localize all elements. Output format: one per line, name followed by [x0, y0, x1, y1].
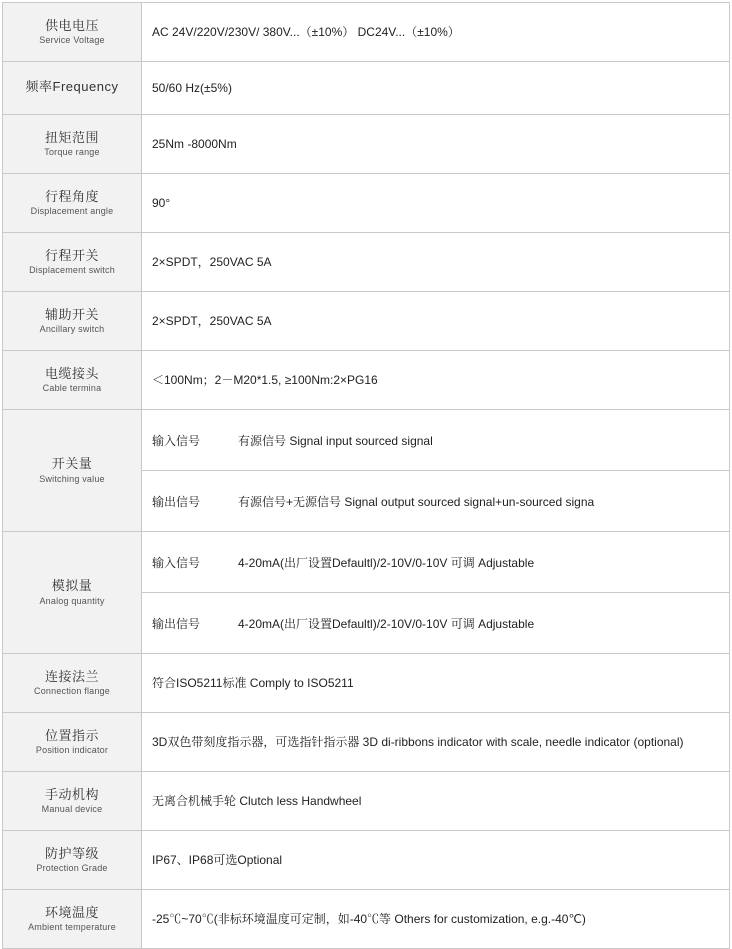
sub-value-output-signal: 4-20mA(出厂设置Defaultl)/2-10V/0-10V 可调 Adjustable	[238, 616, 535, 631]
sub-value-input-signal: 有源信号 Signal input sourced signal	[238, 433, 433, 448]
sub-row-content	[142, 410, 729, 470]
label-cn: 辅助开关	[44, 306, 99, 322]
table-row	[3, 174, 730, 233]
label-cn: 行程开关	[44, 247, 99, 263]
row-label-position-indicator	[3, 713, 142, 772]
label-cn: 频率Frequency	[25, 79, 119, 95]
sub-row-input	[142, 532, 729, 593]
row-label-cable-termina	[3, 351, 142, 410]
sub-row-content	[142, 593, 729, 653]
label-en: Connection flange	[34, 686, 110, 696]
row-value-torque-range: 25Nm -8000Nm	[142, 115, 730, 174]
row-value-connection-flange: 符合ISO5211标准 Comply to ISO5211	[142, 654, 730, 713]
table-row	[3, 713, 730, 772]
sub-row-content	[142, 471, 729, 531]
row-value-analog-quantity	[142, 532, 730, 654]
sub-value-input-signal: 4-20mA(出厂设置Defaultl)/2-10V/0-10V 可调 Adjustable	[238, 555, 535, 570]
table-row	[3, 115, 730, 174]
label-cn: 扭矩范围	[44, 129, 99, 145]
row-value-position-indicator: 3D双色带刻度指示器，可选指针指示器 3D di-ribbons indicator with scale, needle indicator (optional)	[142, 713, 730, 772]
row-label-service-voltage	[3, 3, 142, 62]
label-cn: 手动机构	[44, 786, 99, 802]
row-value-protection-grade: IP67、IP68可选Optional	[142, 831, 730, 890]
table-row	[3, 292, 730, 351]
sub-row	[142, 532, 729, 593]
label-cn: 位置指示	[44, 727, 99, 743]
row-label-protection-grade	[3, 831, 142, 890]
table-row	[3, 831, 730, 890]
row-label-displacement-switch	[3, 233, 142, 292]
label-cn: 模拟量	[51, 578, 93, 594]
sub-label-output-signal: 输出信号	[152, 616, 201, 631]
table-row	[3, 3, 730, 62]
label-en: Analog quantity	[39, 595, 105, 606]
row-value-switching-value	[142, 410, 730, 532]
row-value-ancillary-switch: 2×SPDT，250VAC 5A	[142, 292, 730, 351]
specification-table	[2, 2, 730, 949]
label-en: Ambient temperature	[28, 922, 116, 932]
sub-label-input-signal: 输入信号	[152, 555, 201, 570]
label-en: Service Voltage	[39, 35, 105, 45]
sub-row-content	[142, 532, 729, 592]
table-row	[3, 772, 730, 831]
row-value-displacement-switch: 2×SPDT，250VAC 5A	[142, 233, 730, 292]
label-en: Protection Grade	[36, 863, 108, 873]
sub-row-output	[142, 593, 729, 654]
row-label-ambient-temperature	[3, 890, 142, 949]
row-label-connection-flange	[3, 654, 142, 713]
label-cn: 供电电压	[44, 17, 99, 33]
table-row	[3, 351, 730, 410]
label-cn: 防护等级	[44, 845, 99, 861]
row-value-frequency: 50/60 Hz(±5%)	[142, 62, 730, 115]
label-en: Displacement angle	[30, 206, 114, 216]
label-en: Manual device	[41, 804, 103, 814]
row-label-manual-device	[3, 772, 142, 831]
sub-label-input-signal: 输入信号	[152, 433, 201, 448]
sub-row-output	[142, 471, 729, 532]
row-value-ambient-temperature: -25℃~70℃(非标环境温度可定制，如-40℃等 Others for customization, e.g.-40℃)	[142, 890, 730, 949]
row-value-service-voltage: AC 24V/220V/230V/ 380V...（±10%） DC24V...（±10%）	[142, 3, 730, 62]
analog-quantity-subtable	[142, 532, 729, 653]
row-label-frequency	[3, 62, 142, 115]
switching-value-subtable	[142, 410, 729, 531]
sub-row	[142, 593, 729, 654]
label-en: Cable termina	[42, 383, 102, 393]
label-cn: 连接法兰	[44, 668, 99, 684]
sub-row	[142, 410, 729, 471]
table-row	[3, 410, 730, 532]
label-cn: 电缆接头	[44, 365, 99, 381]
table-row	[3, 532, 730, 654]
sub-row	[142, 471, 729, 532]
table-row	[3, 890, 730, 949]
row-label-displacement-angle	[3, 174, 142, 233]
table-row	[3, 233, 730, 292]
table-row	[3, 654, 730, 713]
sub-row-input	[142, 410, 729, 471]
table-row	[3, 62, 730, 115]
label-cn: 开关量	[51, 456, 93, 472]
label-cn: 行程角度	[44, 188, 99, 204]
sub-label-output-signal: 输出信号	[152, 494, 201, 509]
row-value-displacement-angle: 90°	[142, 174, 730, 233]
label-en: Ancillary switch	[39, 324, 105, 334]
row-label-ancillary-switch	[3, 292, 142, 351]
label-en: Torque range	[44, 147, 100, 157]
label-en: Position indicator	[35, 745, 109, 755]
label-cn: 环境温度	[44, 904, 99, 920]
sub-value-output-signal: 有源信号+无源信号 Signal output sourced signal+un-sourced signa	[238, 494, 595, 509]
row-value-manual-device: 无离合机械手轮 Clutch less Handwheel	[142, 772, 730, 831]
row-value-cable-termina: ＜100Nm；2－M20*1.5, ≥100Nm:2×PG16	[142, 351, 730, 410]
label-en: Displacement switch	[29, 265, 115, 275]
row-label-analog-quantity	[3, 532, 142, 654]
label-en: Switching value	[39, 473, 105, 484]
row-label-torque-range	[3, 115, 142, 174]
row-label-switching-value	[3, 410, 142, 532]
